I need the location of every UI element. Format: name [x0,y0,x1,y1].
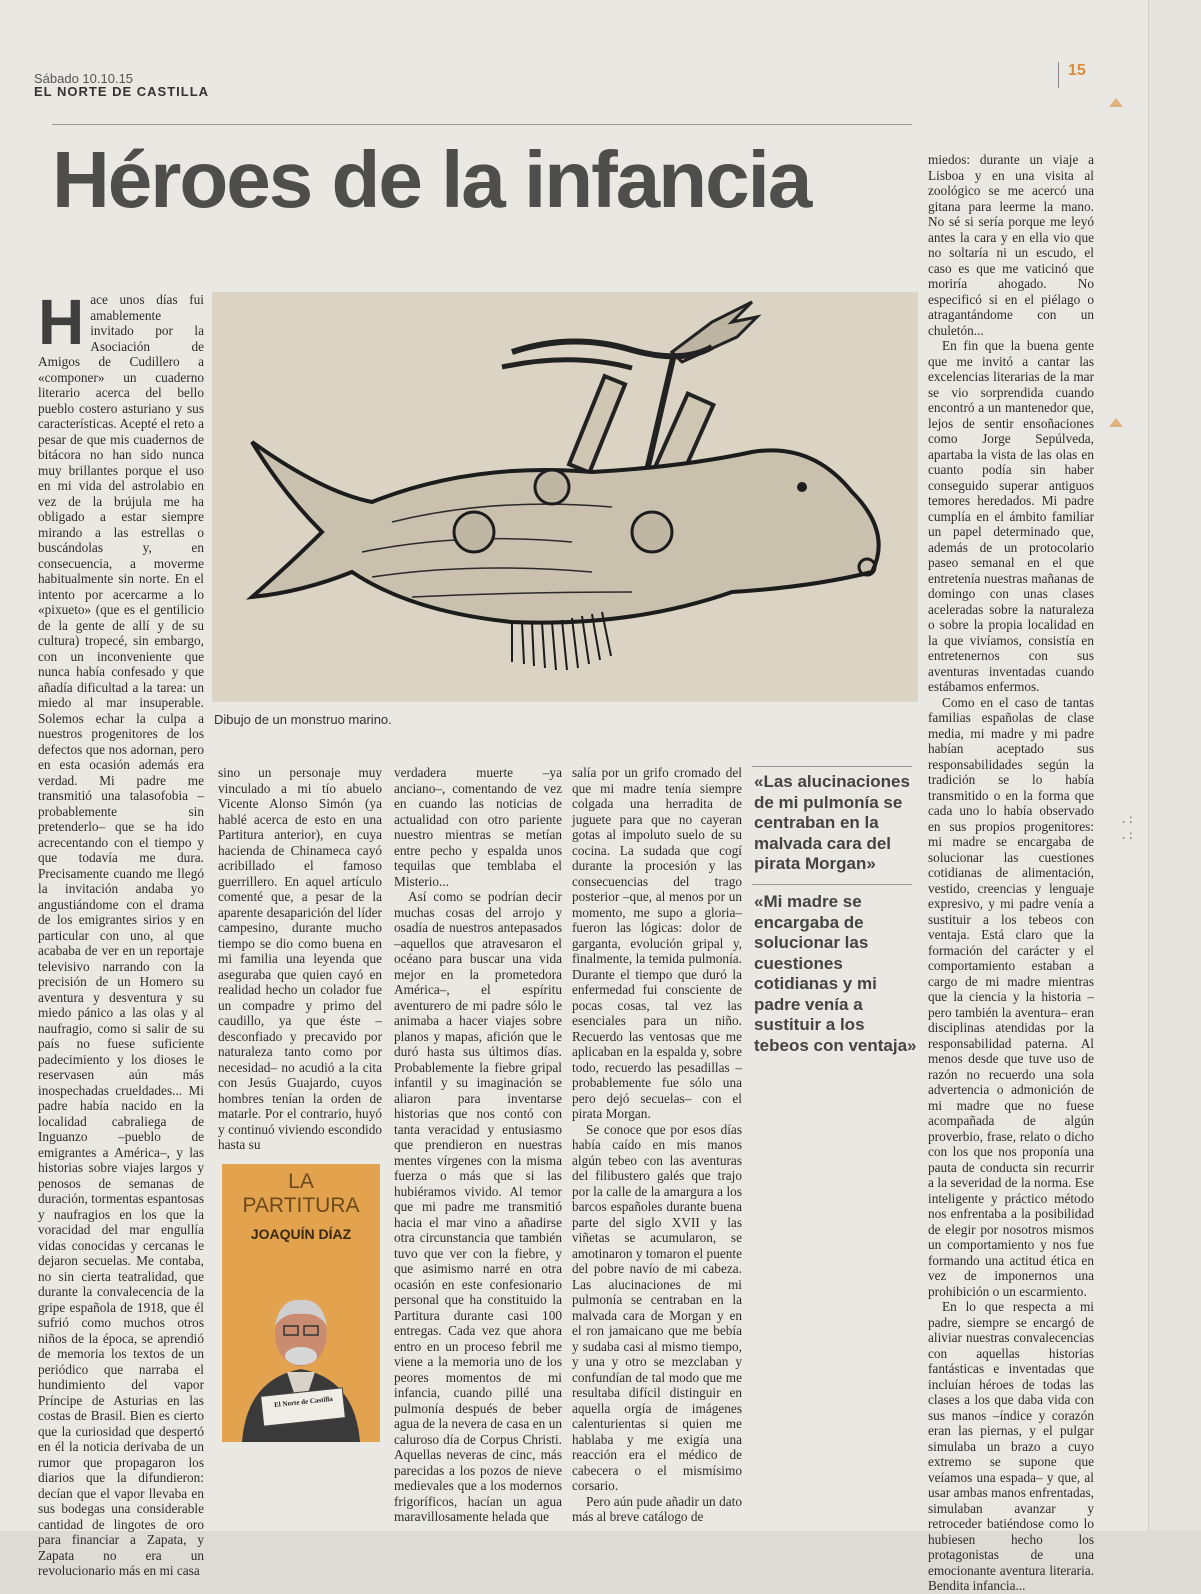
sea-monster-drawing [212,292,918,702]
column-3-paragraph-1: verdadera muerte –ya anciano–, comentando de vez en cuando las noticias de actualidad con otro pariente nuestro mientras se metían entre pecho y espalda unos tequilas que temblaba el Misterio... [394,765,562,889]
column-5-paragraph-2: En fin que la buena gente que me invitó a cantar las excelencias literarias de la mar se vio sorprendida cuando encontró a un mantenedor que, lejos de sentir ensoñaciones como Jorge Sepúlveda, apartaba la vista de las olas en cuanto podía sin haber conseguido superar antiguos temores heredados. Mi padre cumplía en el ámbito familiar un papel determinado que, además de un protocolario paseo semanal en el que entretenía nuestras mañanas de domingo con unas clases aceleradas sobre la naturaleza o sobre la propia localidad en la que vivíamos, consistía en entretenernos con sus aventuras inventadas cuando estábamos enfermos. [928,338,1094,694]
page-number-divider [1058,62,1059,88]
column-5-paragraph-4: En lo que respecta a mi padre, siempre se encargó de aliviar nuestras convalecencias con aquellas historias fantásticas e inventadas que incluían héroes de todas las clases a los que daba vida con sus manos –índice y corazón eran las piernas, y el pulgar simulaba un brazo a cuyo extremo se supone que veíamos una espada– y que, al usar ambas manos enfrentadas, simulaban avanzar y retroceder batiéndose como lo hubiesen hecho los protagonistas de una emocionante aventura literaria. Bendita infancia... [928,1299,1094,1593]
photo-newspaper-title: El Norte de Castilla [273,1394,334,1410]
sea-monster-illustration [212,292,918,702]
column-4-paragraph-2: Se conoce que por esos días había caído en mis manos algún tebeo con las aventuras del filibustero galés que trajo por la calle de la amargura a los barcos españoles durante buena parte del siglo XVII y las viñetas se acumularon, se amotinaron y tomaron el puente del pobre navío de mi cabeza. Las alucinaciones de mi pulmonía se centraban en la malvada cara de Morgan y en el ron jamaicano que me bebía y sudaba casi al mismo tiempo, y una y otro se mezclaban y confundían de tal modo que me resultaba difícil distinguir en aquella orgía de imágenes calenturientas si quien me hablaba y me exigía una reacción era el médico de cabecera o el mismísimo corsario. [572,1121,742,1493]
author-photo [222,1264,380,1442]
column-4-paragraph-1: salía por un grifo cromado del que mi madre tenía siempre colgada una herradita de juguete para que no cayeran gotas al impoluto suelo de su cocina. La sudada que cogí durante la procesión y las consecuencias del trago posterior –que, al menos por un momento, me supo a gloria– fueron las lógicas: dolor de garganta, evolución gripal y, finalmente, la temida pulmonía. Durante el tiempo que duró la enfermedad fui consciente de pocas cosas, tal vez las esenciales para un niño. Recuerdo las ventosas que me aplicaban en la espalda y, sobre todo, recuerdo las pesadillas –probablemente fue sólo una pero dejó secuelas– con el pirata Morgan. [572,765,742,1121]
article-column-4 [572,765,742,1524]
section-label-partitura: PARTITURA [242,1194,360,1217]
adjacent-page-edge [1148,0,1201,1531]
column-author-box [222,1164,380,1442]
section-label-la: LA [288,1170,314,1193]
author-name: JOAQUÍN DÍAZ [250,1226,352,1242]
column-5-paragraph-1: miedos: durante un viaje a Lisboa y en una visita al zoológico se me acercó una gitana para leerme la mano. No sé si sería porque me leyó antes la cara y en ella vio que no soltaría ni un escudo, el caso es que me vaticinó que moriría ahogado. No especificó si en el piélago o atragantándome con un chuletón... [928,152,1094,338]
column-1-text: ace unos días fui amablemente invitado por la Asociación de Amigos de Cudillero a «componer» un cuaderno literario acerca del bello pueblo costero asturiano y sus características. Acepté el reto a pesar de que mis cuadernos de bitácora no han sido nunca muy brillantes porque el uso en mi vida del astrolabio en vez de la brújula me ha obligado a estar siempre mirando a las estrellas o buscándolas y, en consecuencia, a moverme habitualmente sin norte. En el intento por acercarme a lo «pixueto» (que es el gentilicio de la gente de allí y de su cultura) tropecé, sin embargo, con un inconveniente que nunca había confesado y que añadía dificultad a la tarea: un miedo al mar insuperable. Solemos echar la culpa a nuestros progenitores de los defectos que nos adornan, pero en esta ocasión además era verdad. Mi padre me transmitió una talasofobia –probablemente sin pretenderlo– que se ha ido acrecentando con el tiempo y que todavía me dura. Precisamente cuando me llegó la invitación andaba yo angustiándome con el drama de los emigrantes sirios y en particular con uno, al que acababa de ver en un reportaje televisivo narrando con la precisión de un Homero su aventura y desventura y su miedo pánico a las olas y al naufragio, como si salir de su país no fuese suficiente padecimiento y los dioses le reservasen aún más inospechadas crueldades... Mi padre había nacido en la localidad cabraliega de Inguanzo –pueblo de emigrantes a América–, y las historias sobre viajes largos y penosos de semanas de duración, tormentas espantosas y naufragios en los que la voracidad del mar engullía vidas conocidas y cercanas le dejaron secuelas. Me contaba, no sin cierta teatralidad, que durante la convalecencia de la gripe española de 1918, que él sufrió como muchos otros niños de la época, se aprendió de memoria los textos de un periódico que narraba el hundimiento del vapor Príncipe de Asturias en las costas de Brasil. Bien es cierto que la curiosidad que despertó en él la noticia derivaba de un rumor que propagaron los diarios que la difundieron: decían que el vapor llevaba en sus bodegas una considerable cantidad de lingotes de oro para financiar a Zapata, y Zapata no era un revolucionario más en mi casa [38,292,204,1578]
article-column-1 [38,286,204,1578]
column-5-paragraph-3: Como en el caso de tantas familias españolas de clase media, mi madre y mi padre habían aceptado sus responsabilidades según la tradición se lo había transmitido o en la forma que cada uno lo había observado en sus propios progenitores: mi madre se encargaba de solucionar las cuestiones cotidianas de alimentación, vestido, creencias y lenguaje expresivo, y mi padre venía a sustituir a los tebeos con ventaja. Está claro que la formación del carácter y el comportamiento estaban a cargo de mi madre mientras que la ciencia y la historia –pero también la aventura– eran disciplinas atendidas por la responsabilidad paterna. Al menos desde que tuve uso de razón no recuerdo una sola advertencia o admonición de mi madre que no fuese acompañada de algún proverbio, frase, relato o dicho con los que nos proponía una pauta de conducta sin recurrir a la severidad de la norma. Ese inteligente y práctico método nos enfrentaba a la posibilidad de elegir por nosotros mismos un comportamiento y nos fue formando una actitud ética en vez de imponernos una prohibición o un escarmiento. [928,694,1094,1299]
pull-quote-rule-top [752,766,912,767]
article-column-5 [928,152,1094,1593]
article-headline: Héroes de la infancia [52,135,811,224]
article-column-3 [394,765,562,1524]
margin-mark-2 [1109,418,1123,427]
column-2-paragraph: sino un personaje muy vinculado a mi tío abuelo Vicente Alonso Simón (ya hablé acerca de esto en una Partitura anterior), en cuya hacienda de Chinameca cayó acribillado el famoso guerrillero. En aquel artículo comenté que, a pesar de la aparente desaparición del líder campesino, durante mucho tiempo se dio como buena en mi familia una leyenda que aseguraba que quien cayó en realidad hecho un colador fue un compadre y primo del caudillo, ya que éste –desconfiado y precavido por naturaleza tanto como por necesidad– no acudió a la cita con Jesús Guajardo, cuyos hombres tenían la orden de matarle. Por el contrario, huyó y continuó viviendo escondido hasta su [218,765,382,1152]
page-number: 15 [1068,62,1086,79]
drop-cap: H [38,286,85,358]
column-3-paragraph-2: Así como se podrían decir muchas cosas del arrojo y osadía de nuestros antepasados –aquellos que atravesaron el océano para buscar una vida mejor en la prometedora América–, el espíritu aventurero de mi padre sólo le animaba a hacer viajes sobre planos y mapas, afición que le duró hasta sus últimos días. Probablemente la fiebre gripal infantil y su imaginación se aliaron para inventarse historias que nos contó con tanta veracidad y entusiasmo que prendieron en nuestras mentes vírgenes con la misma fuerza o más que si las hubiéramos vivido. Al temor que mi padre me transmitió hacia el mar vino a añadirse otra circunstancia que también tuvo que ver con la fiebre, y que asimismo narré en otra ocasión en este confesionario personal que ha constituido la Partitura durante casi 100 entregas. Cada vez que ahora entro en un proceso febril me viene a la memoria uno de los peores momentos de mi infancia, cuando pillé una pulmonía después de beber agua de la nevera de casa en un caluroso día de Corpus Christi. Aquellas neveras de cinc, más parecidas a los pozos de nieve medievales que a los modernos frigoríficos, hacían un agua maravillosamente helada que [394,889,562,1524]
margin-dots: .: .: [1120,813,1135,843]
pull-quote-1: «Las alucinaciones de mi pulmonía se centraban en la malvada cara del pirata Morgan» [754,772,910,873]
publication-date: Sábado 10.10.15 [34,71,134,86]
header-rule [52,124,912,125]
margin-mark-1 [1109,98,1123,107]
article-column-2 [218,765,382,1152]
newspaper-name: EL NORTE DE CASTILLA [34,84,210,99]
pull-quote-rule-middle [752,884,912,885]
image-caption: Dibujo de un monstruo marino. [214,712,392,727]
column-4-paragraph-3: Pero aún pude añadir un dato más al breve catálogo de [572,1493,742,1524]
pull-quote-2: «Mi madre se encargaba de solucionar las cuestiones cotidianas y mi padre venía a sustituir a los tebeos con ventaja» [754,892,917,1055]
